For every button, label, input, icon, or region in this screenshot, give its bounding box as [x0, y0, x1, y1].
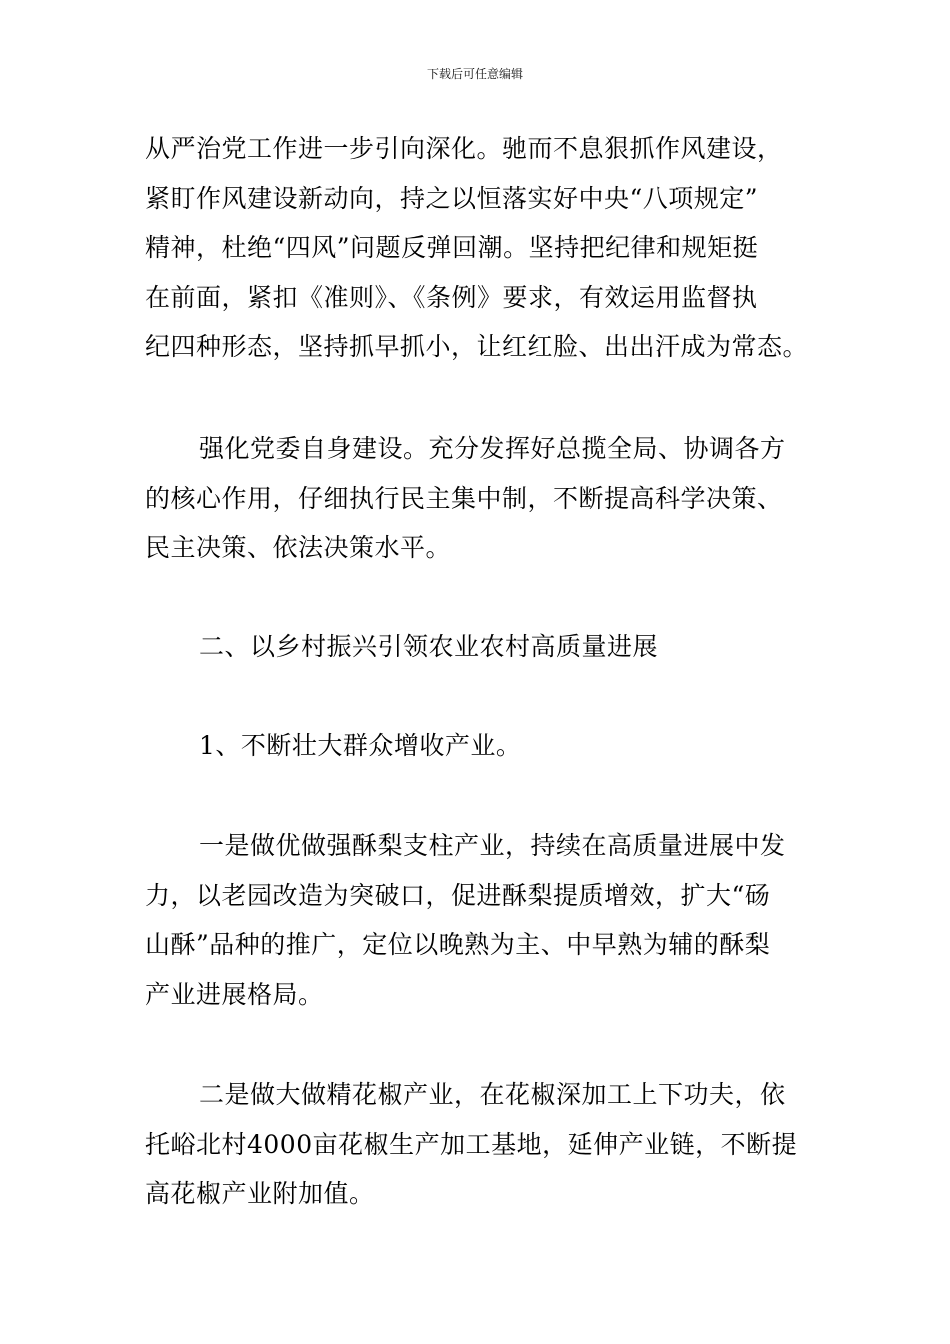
- paragraph-2: [145, 424, 815, 573]
- paragraph-1: [145, 124, 815, 372]
- text-line: 一是做优做强酥梨支柱产业，持续在高质量进展中发: [199, 831, 786, 860]
- text-line: 二、以乡村振兴引领农业农村高质量进展: [199, 632, 659, 661]
- sub-heading: [145, 721, 815, 771]
- text-line: 的核心作用，仔细执行民主集中制，不断提高科学决策、: [145, 483, 783, 513]
- text-line: 1、不断壮大群众增收产业。: [199, 731, 522, 760]
- text-line: 产业进展格局。: [145, 979, 324, 1009]
- text-line: 力，以老园改造为突破口，促进酥梨提质增效，扩大“砀: [145, 880, 771, 910]
- section-heading: [145, 622, 815, 672]
- text-line: 从严治党工作进一步引向深化。驰而不息狠抓作风建设，: [145, 134, 783, 163]
- text-line: 民主决策、依法决策水平。: [145, 533, 452, 562]
- text-line: 山酥”品种的推广，定位以晚熟为主、中早熟为辅的酥梨: [145, 930, 771, 959]
- text-line: 强化党委自身建设。充分发挥好总揽全局、协调各方: [199, 434, 786, 463]
- page-header: 下载后可任意编辑: [426, 67, 523, 81]
- text-line: 托峪北村4000亩花椒生产加工基地，延伸产业链，不断提: [145, 1129, 798, 1159]
- text-line: 纪四种形态，坚持抓早抓小，让红红脸、出出汗成为常态。: [145, 332, 809, 361]
- paragraph-5: [145, 821, 815, 1019]
- paragraph-6: [145, 1070, 815, 1219]
- text-line: 紧盯作风建设新动向，持之以恒落实好中央“八项规定”: [145, 183, 759, 213]
- text-line: 精神，杜绝“四风”问题反弹回潮。坚持把纪律和规矩挺: [145, 233, 759, 262]
- text-line: 在前面，紧扣《准则》、《条例》要求，有效运用监督执: [145, 282, 758, 312]
- text-line: 二是做大做精花椒产业，在花椒深加工上下功夫，依: [199, 1080, 786, 1109]
- text-line: 高花椒产业附加值。: [145, 1179, 375, 1208]
